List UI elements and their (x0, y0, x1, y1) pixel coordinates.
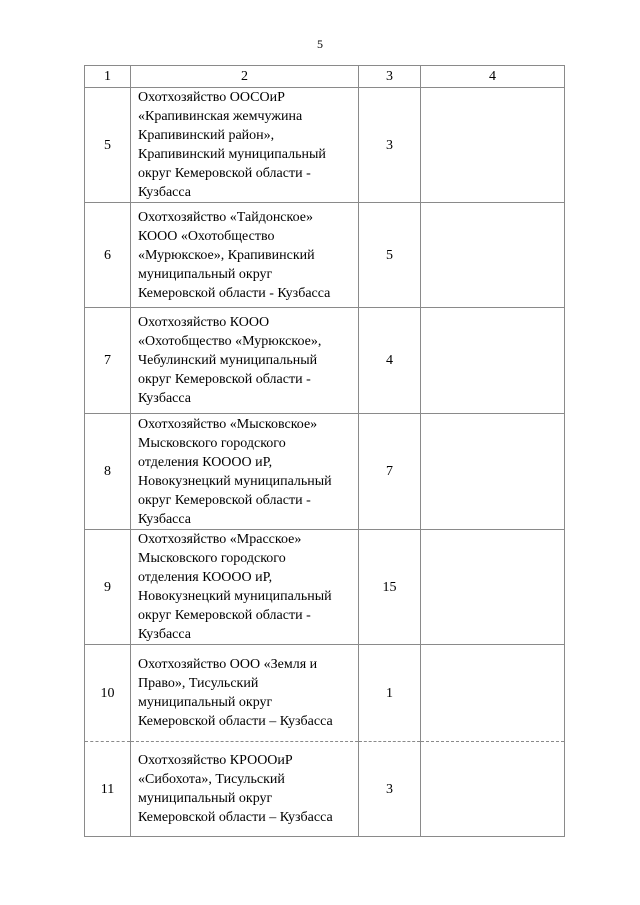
row-note (421, 645, 565, 742)
table-header-row (85, 66, 565, 88)
row-number: 7 (85, 308, 131, 414)
column-header-4: 4 (421, 66, 565, 88)
hunting-ground-name (131, 645, 359, 742)
row-count: 7 (359, 414, 421, 530)
hunting-ground-name (131, 414, 359, 530)
row-number: 9 (85, 530, 131, 645)
table-row (85, 742, 565, 837)
row-number: 11 (85, 742, 131, 837)
hunting-ground-name (131, 308, 359, 414)
row-note (421, 530, 565, 645)
row-note (421, 414, 565, 530)
table-row (85, 203, 565, 308)
row-count: 1 (359, 645, 421, 742)
table-row (85, 414, 565, 530)
row-number: 5 (85, 88, 131, 203)
row-number: 6 (85, 203, 131, 308)
row-number: 10 (85, 645, 131, 742)
row-count: 5 (359, 203, 421, 308)
row-note (421, 88, 565, 203)
row-count: 3 (359, 742, 421, 837)
hunting-ground-name-text: Охотхозяйство КРОООиР «Сибохота», Тисульский муниципальный округ Кемеровской области – Кузбасса (138, 753, 333, 825)
table-row (85, 645, 565, 742)
row-count: 15 (359, 530, 421, 645)
table-row (85, 88, 565, 203)
hunting-ground-name (131, 530, 359, 645)
hunting-ground-name-text: Охотхозяйство «Тайдонское» КООО «Охотобщество «Мурюкское», Крапивинский муниципальный округ Кемеровской области - Кузбасса (138, 209, 331, 301)
table-row (85, 530, 565, 645)
hunting-ground-name-text: Охотхозяйство «Мысковское» Мысковского городского отделения КОООО иР, Новокузнецкий муниципальный округ Кемеровской области - Кузбасса (138, 416, 332, 527)
page-number: 5 (317, 37, 323, 51)
row-note (421, 308, 565, 414)
column-header-2: 2 (131, 66, 359, 88)
hunting-ground-name-text: Охотхозяйство ООО «Земля и Право», Тисульский муниципальный округ Кемеровской области – Кузбасса (138, 657, 333, 729)
hunting-ground-name (131, 88, 359, 203)
hunting-ground-name-text: Охотхозяйство ООСОиР «Крапивинская жемчужина Крапивинский район», Крапивинский муниципальный округ Кемеровской области - Кузбасса (138, 90, 326, 200)
table-row (85, 308, 565, 414)
row-count: 3 (359, 88, 421, 203)
hunting-ground-name-text: Охотхозяйство «Мрасское» Мысковского городского отделения КОООО иР, Новокузнецкий муниципальный округ Кемеровской области - Кузбасса (138, 532, 332, 642)
row-note (421, 203, 565, 308)
hunting-ground-name (131, 203, 359, 308)
hunting-ground-name-text: Охотхозяйство КООО «Охотобщество «Мурюкское», Чебулинский муниципальный округ Кемеровской области - Кузбасса (138, 315, 322, 406)
column-header-3: 3 (359, 66, 421, 88)
column-header-1: 1 (85, 66, 131, 88)
hunting-grounds-table (84, 65, 565, 837)
row-count: 4 (359, 308, 421, 414)
hunting-ground-name (131, 742, 359, 837)
row-note (421, 742, 565, 837)
row-number: 8 (85, 414, 131, 530)
